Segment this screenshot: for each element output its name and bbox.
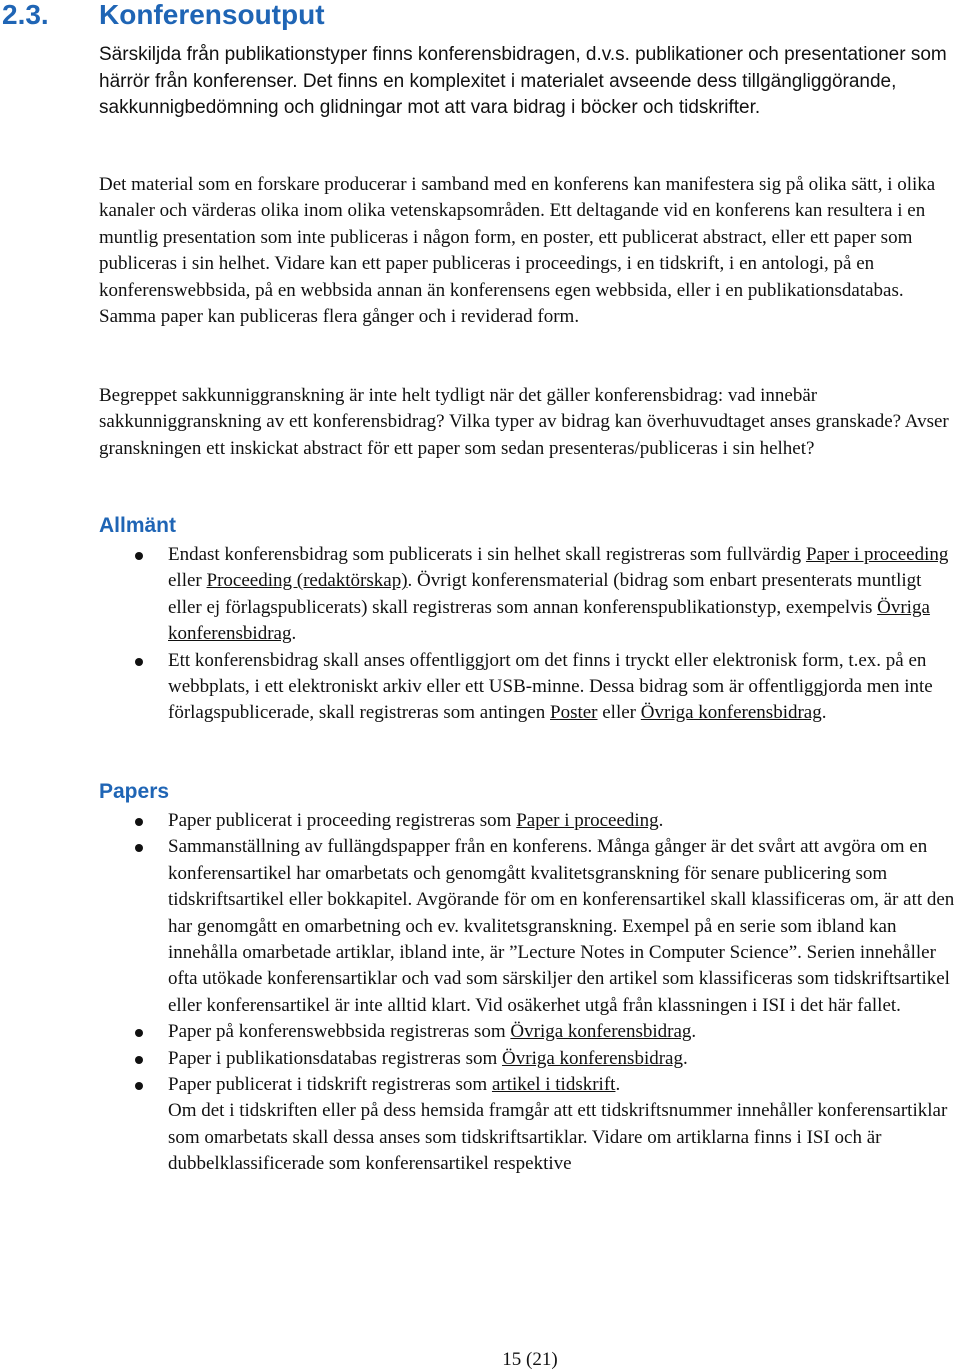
list-text: . [691,1021,697,1043]
list-item [99,648,959,727]
list-text: . [682,1047,688,1069]
bullet-icon [135,844,143,852]
list-text: . [821,702,827,724]
body-paragraph-2: Begreppet sakkunniggranskning är inte helt tydligt när det gäller konferensbidrag: vad innebär sakkunniggranskning av ett konferensbidrag? Vilka typer av bidrag kan överhuvudtaget anses granskade? Avser granskningen ett inskickat abstract för ett paper som sedan presenteras/publiceras i sin helhet? [99,385,949,459]
list-continuation-text: Om det i tidskriften eller på dess hemsida framgår att ett tidskriftsnummer innehåller konferensartiklar som omarbetats skall dessa anses som tidskriftsartiklar. Vidare om artiklarna finns i ISI och är dubbelklassificerade som konferensartikel respektive [168,1100,948,1175]
bullet-icon [135,1029,143,1037]
list-item [99,808,959,834]
link-proceeding-redaktorskap[interactable]: Proceeding (redaktörskap) [206,570,408,592]
list-item [99,1072,959,1178]
list-text: eller [597,702,641,724]
list-text: Sammanställning av fullängdspapper från en konferens. Många gånger är det svårt att avgöra om en konferensartikel har omarbetats och genomgått kvalitetsgranskning för senare publicering som tidskriftsartikel eller bokkapitel. Avgörande för om en konferensartikel skall klassificeras om, är att den har genomgått en omarbetning och ev. kvalitetsgranskning. Exempel på en serie som ibland kan innehålla omarbetade artiklar, ibland inte, är ”Lecture Notes in Computer Science”. Serien innehåller ofta utökade konferensartiklar och vad som särskiljer den artikel som klassificeras som tidskriftsartikel eller konferensartikel är inte alltid klart. Vid osäkerhet utgå från klassningen i ISI i det här fallet. [168,836,955,1016]
list-text: . [658,810,664,831]
bullet-icon [135,552,143,560]
link-ovriga-konferensbidrag[interactable]: Övriga konferensbidrag [168,596,930,645]
list-text: Paper i publikationsdatabas registreras som [168,1047,503,1069]
list-text: Paper publicerat i proceeding registreras som [168,810,517,831]
bullet-icon [135,818,143,826]
section-number: 2.3. [2,0,49,30]
subheading-papers: Papers [99,780,170,803]
link-ovriga-konferensbidrag[interactable]: Övriga konferensbidrag [502,1047,683,1069]
list-item [99,542,959,648]
list-item [99,834,959,1019]
list-text: Paper publicerat i tidskrift registreras som [168,1074,492,1096]
subheading-allmant: Allmänt [99,514,177,537]
list-text: . Övrigt konferensmaterial (bidrag som enbart presenterats muntligt eller ej förlagspublicerats) skall registreras som annan konferenspublikationstyp, exempelvis [168,570,922,618]
link-ovriga-konferensbidrag[interactable]: Övriga konferensbidrag [640,702,822,724]
link-paper-i-proceeding[interactable]: Paper i proceeding [516,810,659,831]
bullet-icon [135,1082,143,1090]
link-paper-i-proceeding[interactable]: Paper i proceeding [805,544,949,565]
link-poster[interactable]: Poster [550,702,598,724]
list-text: . [615,1074,621,1096]
list-text: eller [168,570,207,592]
intro-paragraph: Särskiljda från publikationstyper finns konferensbidragen, d.v.s. publikationer och presentationer som härrör från konferenser. Det finns en komplexitet i materialet avseende dess tillgängliggörande, sakkunnigbedömning och glidningar mot att vara bidrag i böcker och tidskrifter. [99,44,947,118]
list-text: Ett konferensbidrag skall anses offentliggjort om det finns i tryckt eller elektronisk form, t.ex. på en webbplats, i ett elektroniskt arkiv eller ett USB-minne. Dessa bidrag som är offentliggjorda men inte förlagspublicerade, skall registreras som antingen [168,649,933,724]
body-paragraph-1: Det material som en forskare producerar i samband med en konferens kan manifestera sig på olika sätt, i olika kanaler och värderas olika inom olika vetenskapsområden. Ett deltagande vid en konferens kan resultera i en muntlig presentation som inte publiceras i någon form, en poster, ett publicerat abstract, eller ett paper som publiceras i sin helhet. Vidare kan ett paper publiceras i proceedings, i en tidskrift, i en antologi, på en konferenswebbsida, på en webbsida annan än konferensens egen webbsida, eller i en publikationsdatabas. Samma paper kan publiceras flera gånger och i reviderad form. [99,174,936,328]
list-item [99,1046,959,1072]
link-artikel-i-tidskrift[interactable]: artikel i tidskrift [491,1074,616,1096]
section-title: Konferensoutput [99,0,325,30]
bullet-icon [135,1056,143,1064]
page-number: 15 (21) [502,1349,558,1370]
allmant-list [99,542,959,727]
link-ovriga-konferensbidrag[interactable]: Övriga konferensbidrag [510,1021,692,1043]
list-text: . [291,623,297,645]
list-text: Paper på konferenswebbsida registreras som [168,1021,511,1043]
list-item [99,1019,959,1045]
list-text: Endast konferensbidrag som publicerats i sin helhet skall registreras som fullvärdig [168,544,806,565]
section-heading [2,0,325,32]
papers-list [99,808,959,1178]
bullet-icon [135,658,143,666]
